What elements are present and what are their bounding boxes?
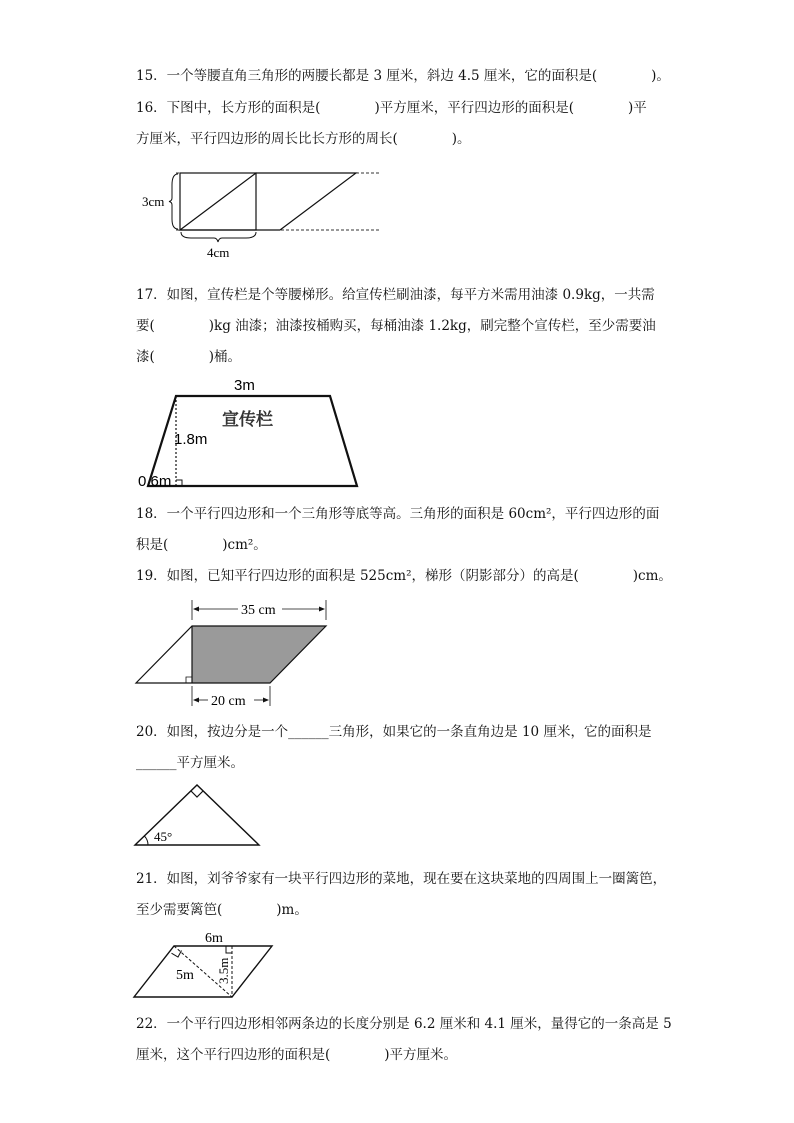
angle-label: 45° <box>154 829 173 844</box>
trapezoid-bottom-label: 20 cm <box>211 694 246 709</box>
question-20-text-line-2: ______平方厘米。 <box>136 755 244 771</box>
trapezoid-height-label: 1.8m <box>174 431 208 448</box>
question-19-text: 19．如图，已知平行四边形的面积是 525cm²，梯形（阴影部分）的高是( )cm。 <box>136 568 672 584</box>
question-20-text-line-1: 20．如图，按边分是一个______三角形，如果它的一条直角边是 10 厘米，它的面积是 <box>136 724 652 740</box>
question-15-text: 15．一个等腰直角三角形的两腰长都是 3 厘米，斜边 4.5 厘米，它的面积是( )。 <box>136 68 670 84</box>
question-21-text-line-2: 至少需要篱笆( )m。 <box>136 902 308 918</box>
question-22-text-line-2: 厘米，这个平行四边形的面积是( )平方厘米。 <box>136 1047 458 1063</box>
plot-slant-height-label: 5m <box>176 968 194 983</box>
plot-top-side-label: 6m <box>205 931 223 946</box>
question-17-text-line-2: 要( )kg 油漆；油漆按桶购买，每桶油漆 1.2kg，刷完整个宣传栏，至少需要油 <box>136 318 656 334</box>
question-16-figure <box>136 165 396 265</box>
question-18-text-line-1: 18．一个平行四边形和一个三角形等底等高。三角形的面积是 60cm²，平行四边形的面 <box>136 506 660 522</box>
question-18-text-line-2: 积是( )cm²。 <box>136 537 267 553</box>
rectangle-height-label: 3cm <box>142 194 165 209</box>
question-16-text-line-2: 方厘米，平行四边形的周长比长方形的周长( )。 <box>136 131 471 147</box>
shaded-trapezoid <box>192 626 326 683</box>
board-title-label: 宣传栏 <box>222 410 273 429</box>
question-17-figure <box>136 372 366 494</box>
question-16-text-line-1: 16．下图中，长方形的面积是( )平方厘米，平行四边形的面积是( )平 <box>136 100 647 116</box>
question-19-figure <box>134 596 334 716</box>
vegetable-plot-parallelogram <box>134 946 272 997</box>
parallelogram-top-label: 35 cm <box>241 603 276 618</box>
question-22-text-line-1: 22．一个平行四边形相邻两条边的长度分别是 6.2 厘米和 4.1 厘米，量得它的一条高是 5 <box>136 1016 672 1032</box>
question-20-figure <box>132 780 267 850</box>
rectangle-width-label: 4cm <box>207 245 230 260</box>
trapezoid-offset-label: 0.6m <box>138 473 172 490</box>
parallelogram-shape <box>180 173 356 230</box>
question-17-text-line-3: 漆( )桶。 <box>136 349 242 365</box>
trapezoid-top-label: 3m <box>234 377 255 394</box>
question-21-figure <box>132 926 277 1001</box>
question-17-text-line-1: 17．如图，宣传栏是个等腰梯形。给宣传栏刷油漆，每平方米需用油漆 0.9kg，一共需 <box>136 287 655 303</box>
plot-height-label: 3.5m <box>216 957 231 984</box>
question-21-text-line-1: 21．如图，刘爷爷家有一块平行四边形的菜地，现在要在这块菜地的四周围上一圈篱笆， <box>136 871 667 887</box>
